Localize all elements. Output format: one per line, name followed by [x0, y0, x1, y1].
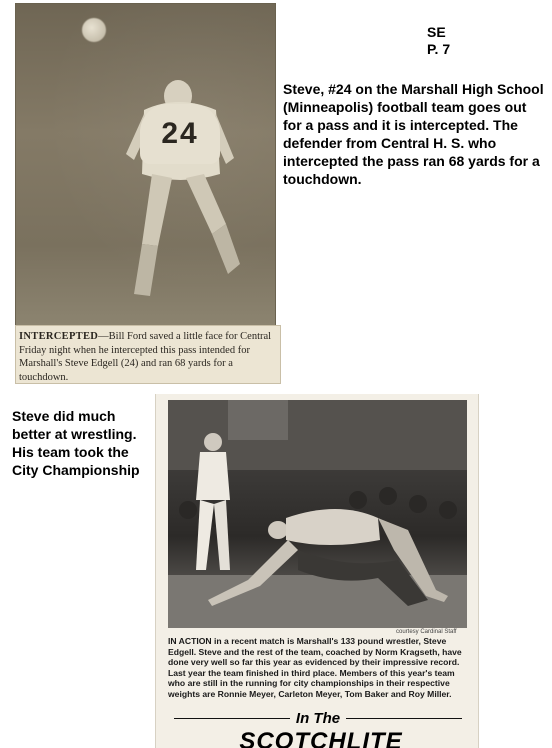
in-the-text: In The [295, 709, 341, 727]
wrestling-clipping [155, 394, 479, 748]
football-caption [15, 325, 281, 384]
wrestling-caption [168, 636, 468, 700]
photo-credit: courtesy Cardinal Staff [396, 629, 457, 635]
in-the-header [168, 708, 468, 728]
football-caption-text: —Bill Ford saved a little face for Central Friday night when he intercepted this pass intended for Marshall's Steve Edgell (24) and ran 68 yards for a touchdown. [19, 331, 272, 383]
football-caption-kicker: INTERCEPTED [19, 331, 99, 342]
wrestling-photo [168, 400, 467, 628]
jersey-number: 24 [140, 104, 220, 164]
in-the-rule-left [174, 718, 290, 719]
football-description: Steve, #24 on the Marshall High School (Minneapolis) football team goes out for a pass and it is intercepted. The defender from Central H. S. who intercepted the pass ran 68 yards for a touchdown. [283, 81, 544, 187]
page-label-line2: P. 7 [427, 41, 451, 57]
in-the-rule-right [346, 718, 462, 719]
football-photo [15, 3, 276, 327]
scotchlite-banner: SCOTCHLITE [239, 728, 403, 748]
wrestling-scene-image [168, 400, 467, 628]
wrestling-description: Steve did much better at wrestling. His team took the City Championship [12, 408, 140, 478]
wrestling-caption-text: in a recent match is Marshall's 133 pound wrestler, Steve Edgell. Steve and the rest of the team, coached by Norm Kragseth, have done very well so far this year as evidenced by their impressive record. Last year the team finished in third place. Members of this year's team who are still in the running for city championships in their respective weights are Ronnie Meyer, Carleton Meyer, Tom Baker and Roy Miller. [168, 636, 462, 699]
wrestling-caption-kicker: IN ACTION [168, 636, 212, 646]
page-label [427, 24, 450, 58]
football-ball-image [82, 18, 106, 42]
page-label-line1: SE [427, 24, 446, 40]
